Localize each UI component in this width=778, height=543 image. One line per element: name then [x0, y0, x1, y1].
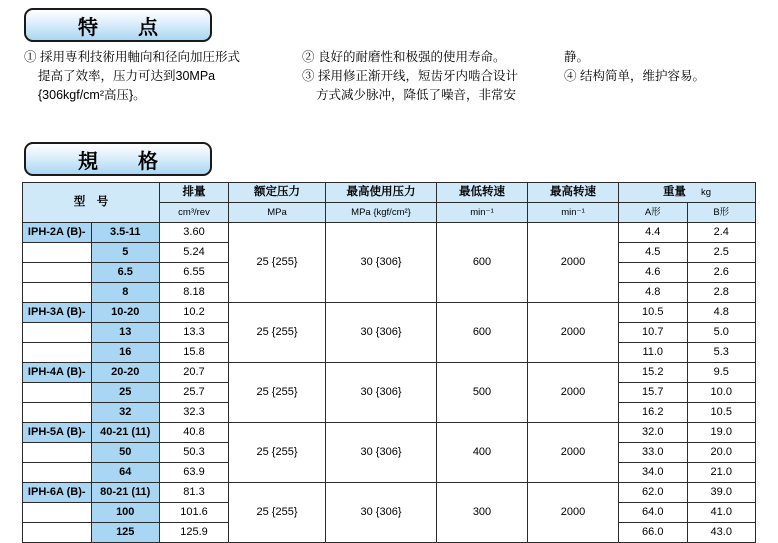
cell-model-name: IPH-2A (B)- — [23, 223, 92, 243]
feature-line: ② 良好的耐磨性和极强的使用寿命。 — [302, 50, 506, 64]
feature-line: 方式减少脉冲，降低了噪音，非常安 — [316, 88, 517, 102]
header-max-pressure-unit-cell — [326, 203, 437, 223]
header-max-speed — [528, 183, 619, 203]
header-max-speed-label: 最高转速 — [550, 186, 596, 198]
cell-model-size: 5 — [91, 243, 160, 263]
cell-max-speed: 2000 — [528, 423, 619, 483]
cell-displacement: 6.55 — [160, 263, 229, 283]
cell-min-speed: 300 — [437, 483, 528, 543]
cell-displacement: 50.3 — [160, 443, 229, 463]
cell-displacement: 25.7 — [160, 383, 229, 403]
cell-model-blank — [23, 503, 92, 523]
header-rated-pressure-unit: MPa — [267, 207, 287, 218]
header-model — [23, 183, 160, 223]
features-column-3 — [564, 48, 762, 86]
cell-displacement: 20.7 — [160, 363, 229, 383]
header-min-speed-label: 最低转速 — [459, 186, 505, 198]
section-banner-features-label: 特 点 — [78, 14, 168, 39]
cell-max-pressure: 30 {306} — [326, 303, 437, 363]
cell-weight-b: 2.4 — [687, 223, 756, 243]
cell-model-size: 16 — [91, 343, 160, 363]
cell-min-speed: 600 — [437, 223, 528, 303]
cell-model-name: IPH-6A (B)- — [23, 483, 92, 503]
cell-weight-a: 10.5 — [619, 303, 688, 323]
section-banner-specs — [24, 142, 212, 176]
header-max-pressure-unit: MPa {kgf/cm²} — [351, 207, 411, 218]
cell-weight-a: 66.0 — [619, 523, 688, 543]
feature-line: ① 採用専利技術用軸向和径向加圧形式 — [24, 50, 240, 64]
header-displacement-unit: cm³/rev — [178, 207, 210, 218]
cell-displacement: 10.2 — [160, 303, 229, 323]
table-header — [23, 183, 756, 223]
header-weight-a-label: A形 — [644, 207, 661, 218]
header-max-speed-unit: min⁻¹ — [561, 207, 585, 218]
cell-model-blank — [23, 263, 92, 283]
cell-max-speed: 2000 — [528, 363, 619, 423]
cell-max-speed: 2000 — [528, 303, 619, 363]
cell-weight-a: 4.4 — [619, 223, 688, 243]
cell-displacement: 40.8 — [160, 423, 229, 443]
cell-displacement: 8.18 — [160, 283, 229, 303]
header-weight — [619, 183, 756, 203]
header-displacement-unit-cell — [160, 203, 229, 223]
header-rated-pressure — [229, 183, 326, 203]
cell-model-size: 125 — [91, 523, 160, 543]
cell-model-size: 13 — [91, 323, 160, 343]
header-displacement — [160, 183, 229, 203]
header-weight-label: 重量 — [662, 186, 686, 198]
features-text-block — [24, 48, 762, 105]
cell-weight-b: 43.0 — [687, 523, 756, 543]
cell-max-speed: 2000 — [528, 483, 619, 543]
cell-displacement: 5.24 — [160, 243, 229, 263]
cell-model-size: 3.5-11 — [91, 223, 160, 243]
cell-weight-a: 32.0 — [619, 423, 688, 443]
cell-weight-a: 16.2 — [619, 403, 688, 423]
cell-max-pressure: 30 {306} — [326, 483, 437, 543]
features-column-1 — [24, 48, 302, 105]
table-row — [23, 363, 756, 383]
cell-min-speed: 600 — [437, 303, 528, 363]
cell-weight-b: 19.0 — [687, 423, 756, 443]
cell-weight-a: 4.8 — [619, 283, 688, 303]
cell-weight-b: 21.0 — [687, 463, 756, 483]
cell-rated-pressure: 25 {255} — [229, 223, 326, 303]
cell-rated-pressure: 25 {255} — [229, 363, 326, 423]
feature-line: ④ 结构简单，维护容易。 — [564, 69, 705, 83]
cell-model-size: 20-20 — [91, 363, 160, 383]
cell-max-speed: 2000 — [528, 223, 619, 303]
cell-min-speed: 400 — [437, 423, 528, 483]
cell-model-name: IPH-3A (B)- — [23, 303, 92, 323]
cell-displacement: 101.6 — [160, 503, 229, 523]
cell-max-pressure: 30 {306} — [326, 363, 437, 423]
cell-weight-a: 4.6 — [619, 263, 688, 283]
cell-model-blank — [23, 383, 92, 403]
cell-model-size: 10-20 — [91, 303, 160, 323]
cell-displacement: 125.9 — [160, 523, 229, 543]
table-row — [23, 303, 756, 323]
cell-weight-b: 20.0 — [687, 443, 756, 463]
cell-model-size: 50 — [91, 443, 160, 463]
header-max-pressure — [326, 183, 437, 203]
cell-model-blank — [23, 283, 92, 303]
cell-weight-b: 5.3 — [687, 343, 756, 363]
cell-max-pressure: 30 {306} — [326, 223, 437, 303]
cell-model-blank — [23, 403, 92, 423]
header-model-label: 型 号 — [73, 196, 109, 208]
cell-weight-b: 2.6 — [687, 263, 756, 283]
cell-model-blank — [23, 343, 92, 363]
header-min-speed-unit: min⁻¹ — [470, 207, 494, 218]
header-min-speed — [437, 183, 528, 203]
cell-weight-b: 4.8 — [687, 303, 756, 323]
header-weight-b-label: B形 — [713, 207, 730, 218]
header-displacement-label: 排量 — [182, 186, 206, 198]
cell-model-size: 100 — [91, 503, 160, 523]
cell-weight-b: 39.0 — [687, 483, 756, 503]
cell-displacement: 15.8 — [160, 343, 229, 363]
cell-weight-b: 2.5 — [687, 243, 756, 263]
cell-weight-a: 11.0 — [619, 343, 688, 363]
section-banner-features — [24, 8, 212, 42]
section-banner-specs-label: 規 格 — [78, 148, 168, 173]
header-weight-b — [687, 203, 756, 223]
cell-model-size: 25 — [91, 383, 160, 403]
feature-line: 提高了效率，压力可达到30MPa — [38, 69, 216, 83]
header-rated-pressure-label: 额定压力 — [254, 186, 300, 198]
cell-model-size: 64 — [91, 463, 160, 483]
cell-model-blank — [23, 443, 92, 463]
cell-weight-a: 15.2 — [619, 363, 688, 383]
cell-weight-a: 33.0 — [619, 443, 688, 463]
cell-weight-a: 62.0 — [619, 483, 688, 503]
header-min-speed-unit-cell — [437, 203, 528, 223]
feature-line: {306kgf/cm²高压}。 — [38, 88, 146, 102]
cell-rated-pressure: 25 {255} — [229, 483, 326, 543]
cell-model-name: IPH-5A (B)- — [23, 423, 92, 443]
feature-line: ③ 採用修正渐开线，短齿牙内啮合设计 — [302, 69, 518, 83]
features-column-2 — [302, 48, 564, 105]
table-header-row-1 — [23, 183, 756, 203]
cell-model-size: 40-21 (11) — [91, 423, 160, 443]
cell-weight-b: 9.5 — [687, 363, 756, 383]
cell-weight-b: 10.5 — [687, 403, 756, 423]
cell-model-size: 32 — [91, 403, 160, 423]
cell-min-speed: 500 — [437, 363, 528, 423]
cell-weight-b: 2.8 — [687, 283, 756, 303]
cell-model-blank — [23, 243, 92, 263]
feature-line: 静。 — [564, 50, 590, 64]
cell-model-blank — [23, 523, 92, 543]
header-max-pressure-label: 最高使用压力 — [346, 186, 416, 198]
cell-model-size: 6.5 — [91, 263, 160, 283]
cell-displacement: 32.3 — [160, 403, 229, 423]
cell-weight-a: 34.0 — [619, 463, 688, 483]
cell-model-name: IPH-4A (B)- — [23, 363, 92, 383]
cell-model-size: 8 — [91, 283, 160, 303]
table-row — [23, 483, 756, 503]
cell-weight-a: 4.5 — [619, 243, 688, 263]
cell-model-blank — [23, 463, 92, 483]
cell-model-size: 80-21 (11) — [91, 483, 160, 503]
cell-weight-a: 15.7 — [619, 383, 688, 403]
cell-rated-pressure: 25 {255} — [229, 423, 326, 483]
table-row — [23, 423, 756, 443]
header-weight-unit: kg — [701, 187, 712, 198]
cell-weight-b: 10.0 — [687, 383, 756, 403]
cell-displacement: 13.3 — [160, 323, 229, 343]
cell-rated-pressure: 25 {255} — [229, 303, 326, 363]
cell-weight-a: 64.0 — [619, 503, 688, 523]
table-body — [23, 223, 756, 543]
header-weight-a — [619, 203, 688, 223]
header-rated-pressure-unit-cell — [229, 203, 326, 223]
cell-displacement: 63.9 — [160, 463, 229, 483]
cell-displacement: 3.60 — [160, 223, 229, 243]
cell-weight-a: 10.7 — [619, 323, 688, 343]
cell-max-pressure: 30 {306} — [326, 423, 437, 483]
cell-weight-b: 5.0 — [687, 323, 756, 343]
cell-weight-b: 41.0 — [687, 503, 756, 523]
cell-displacement: 81.3 — [160, 483, 229, 503]
cell-model-blank — [23, 323, 92, 343]
header-max-speed-unit-cell — [528, 203, 619, 223]
table-row — [23, 223, 756, 243]
